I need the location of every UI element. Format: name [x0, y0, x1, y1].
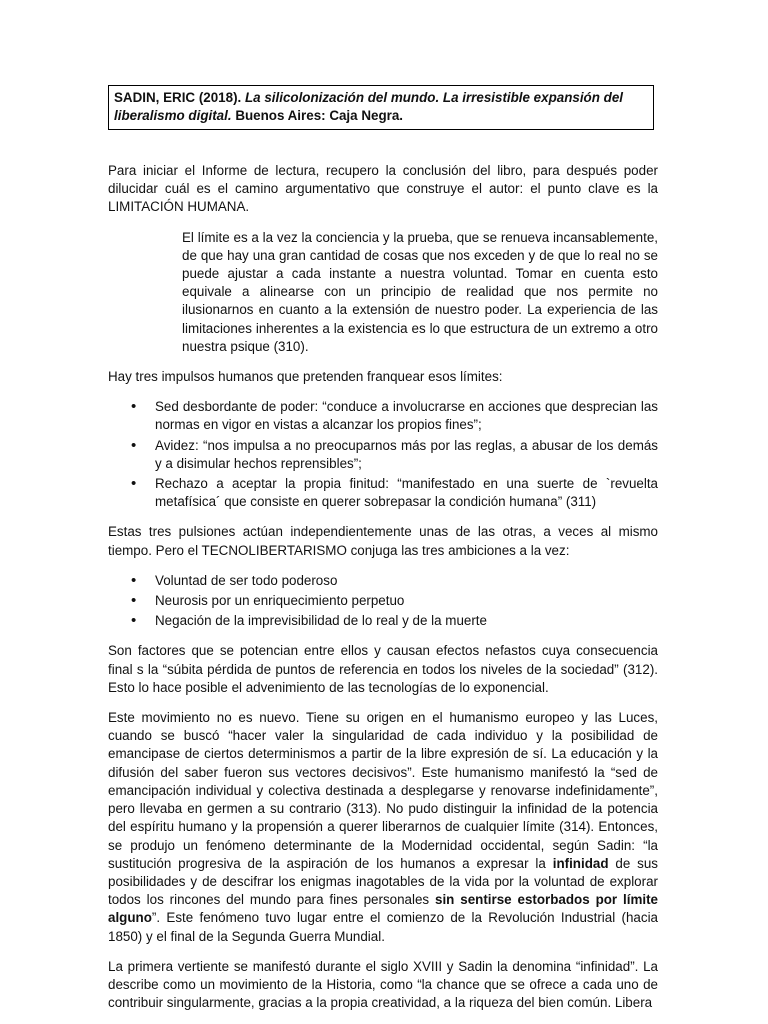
impulses-intro-paragraph: Hay tres impulsos humanos que pretenden franquear esos límites: [108, 369, 503, 385]
movement-bold-2: sin sentirse estorbados por límite alguno [108, 892, 658, 926]
movement-paragraph [108, 709, 658, 946]
ambitions-list [108, 572, 658, 631]
citation-author-year: SADIN, ERIC (2018). [114, 90, 242, 105]
block-quote: El límite es a la vez la conciencia y la prueba, que se renueva incansablemente, de que hay una gran cantidad de cosas que nos exceden y de que lo real no se puede ajustar a cada instante a nuestra voluntad. Tomar en cuenta esto equivale a alinearse con un principio de realidad que nos permite no ilusionarnos en cuanto a la extensión de nuestro poder. La experiencia de las limitaciones inherentes a la existencia es lo que estructura de un extremo a otro nuestra psique (310). [182, 229, 658, 354]
list-item: • Neurosis por un enriquecimiento perpetuo [155, 592, 658, 610]
list-item: • Negación de la imprevisibilidad de lo real y de la muerte [155, 612, 658, 630]
factors-paragraph: Son factores que se potencian entre ellos y causan efectos nefastos cuya consecuencia final s la “súbita pérdida de puntos de referencia en todos los niveles de la sociedad” (312). Esto lo hace posible el advenimiento de las tecnologías de lo exponencial. [108, 643, 658, 695]
pulsions-paragraph: Estas tres pulsiones actúan independientemente unas de las otras, a veces al mismo tiempo. Pero el TECNOLIBERTARISMO conjuga las tres ambiciones a la vez: [108, 524, 658, 558]
movement-bold-1: infinidad [552, 855, 609, 871]
list-item: • Avidez: “nos impulsa a no preocuparnos más por las reglas, a abusar de los demás y a disimular hechos reprensibles”; [155, 437, 658, 473]
movement-text-3: ”. Este fenómeno tuvo lugar entre el comienzo de la Revolución Industrial (hacia 1850) y el final de la Segunda Guerra Mundial. [108, 910, 658, 944]
intro-paragraph: Para iniciar el Informe de lectura, recupero la conclusión del libro, para después poder dilucidar cuál es el camino argumentativo que construye el autor: el punto clave es la LIMITACIÓN HUMANA. [108, 163, 658, 215]
citation-publisher: Buenos Aires: Caja Negra. [235, 108, 403, 123]
movement-text-2: de sus posibilidades y de descifrar los enigmas inagotables de la vida por la voluntad de explorar todos los rincones del mundo para fines personales [108, 855, 658, 908]
first-strand-paragraph: La primera vertiente se manifestó durante el siglo XVIII y Sadin la denomina “infinidad”. La describe como un movimiento de la Historia, como “la chance que se ofrece a cada uno de contribuir singularmente, gracias a la propia creatividad, a la riqueza del bien común. Libera [108, 958, 658, 1011]
citation-box [108, 85, 654, 130]
movement-text-1: Este movimiento no es nuevo. Tiene su origen en el humanismo europeo y las Luces, cuando se buscó “hacer valer la singularidad de cada individuo y la posibilidad de emancipase de ciertos determinismos a partir de la libre expresión de sí. La educación y la difusión del saber fueron sus vectores decisivos”. Este humanismo manifestó la “sed de emancipación individual y colectiva destinada a desplegarse y renovarse indefinidamente”, pero llevaba en germen a su contrario (313). No pudo distinguir la infinidad de la potencia del espíritu humano y la propensión a querer liberarnos de cualquier límite (314). Entonces, se produjo un fenómeno determinante de la Modernidad occidental, según Sadin: “la sustitución progresiva de la aspiración de los humanos a expresar la [108, 710, 658, 871]
citation-title: La silicolonización del mundo. La irresistible expansión del liberalismo digital. [114, 90, 623, 123]
document-body [108, 162, 658, 1024]
list-item: • Voluntad de ser todo poderoso [155, 572, 658, 590]
impulses-list [108, 398, 658, 511]
list-item: • Rechazo a aceptar la propia finitud: “manifestado en una suerte de `revuelta metafísica´ que consiste en querer sobrepasar la condición humana” (311) [155, 475, 658, 511]
list-item: • Sed desbordante de poder: “conduce a involucrarse en acciones que desprecian las normas en vigor en vistas a alcanzar los propios fines”; [155, 398, 658, 434]
